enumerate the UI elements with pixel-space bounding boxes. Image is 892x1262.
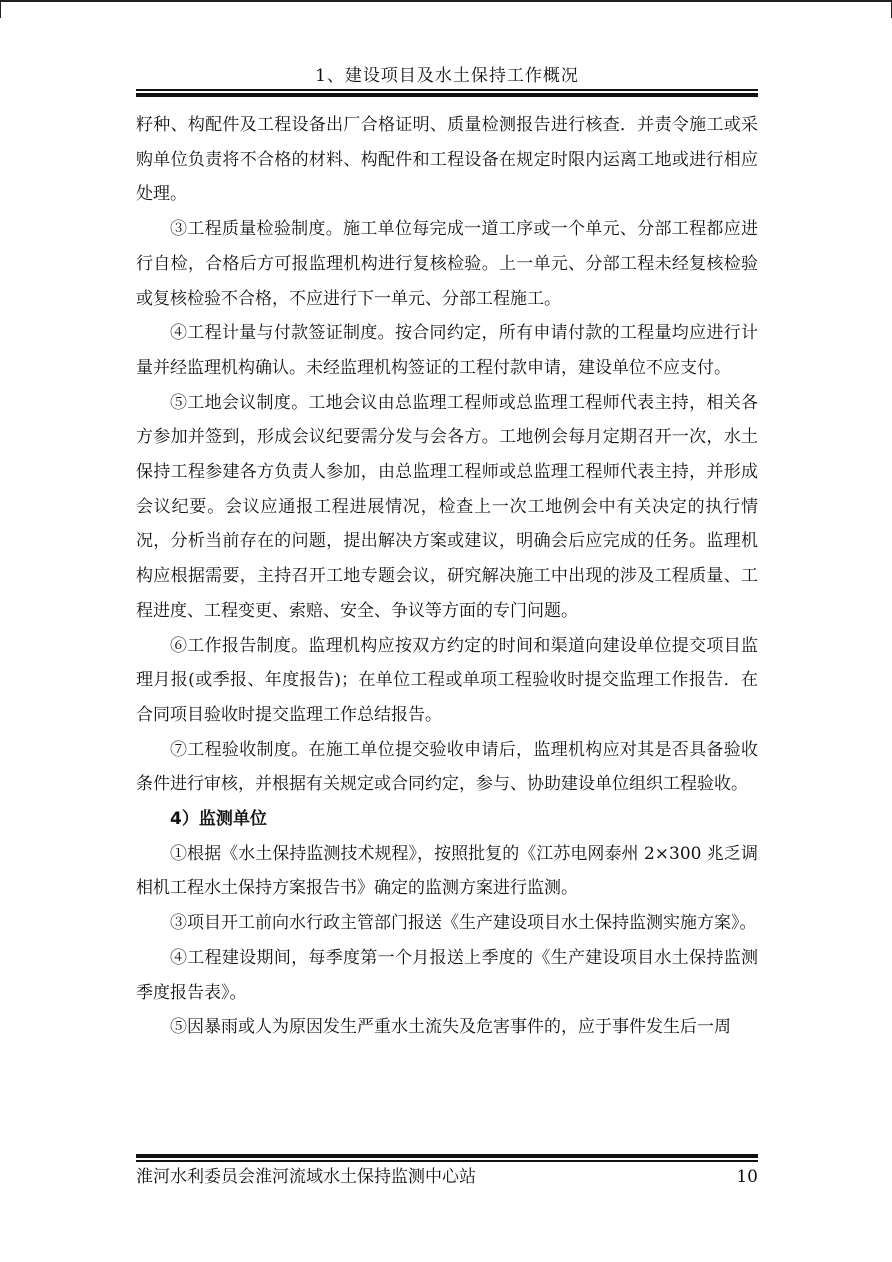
paragraph-site-meeting: ⑤工地会议制度。工地会议由总监理工程师或总监理工程师代表主持，相关各方参加并签到，形成会议纪要需分发与会各方。工地例会每月定期召开一次，水土保持工程参建各方负责人参加，由总监理工程师或总监理工程师代表主持，并形成会议纪要。会议应通报工程进展情况，检查上一次工地例会中有关决定的执行情况，分析当前存在的问题，提出解决方案或建议，明确会后应完成的任务。监理机构应根据需要，主持召开工地专题会议，研究解决施工中出现的涉及工程质量、工程进度、工程变更、索赔、安全、争议等方面的专门问题。 xyxy=(136,392,758,621)
paragraph-quarterly-report: ④工程建设期间，每季度第一个月报送上季度的《生产建设项目水土保持监测季度报告表》。 xyxy=(136,947,758,1003)
page-frame-left-edge xyxy=(0,0,1,18)
footer-organization: 淮河水利委员会淮河流域水土保持监测中心站 xyxy=(136,1167,476,1187)
footer-rule-thick xyxy=(136,1154,758,1158)
header-rule-thick xyxy=(136,93,758,97)
page-number: 10 xyxy=(736,1167,758,1187)
section-heading-monitoring-unit: 4）监测单位 xyxy=(170,809,267,830)
footer-rule-thin xyxy=(136,1160,758,1162)
paragraph-monitoring-plan: ①根据《水土保持监测技术规程》，按照批复的《江苏电网泰州 2×300 兆乏调相机工程水土保持方案报告书》确定的监测方案进行监测。 xyxy=(136,843,758,899)
running-header-title: 1、建设项目及水土保持工作概况 xyxy=(315,66,579,86)
paragraph-quality-inspection: ③工程质量检验制度。施工单位每完成一道工序或一个单元、分部工程都应进行自检，合格后方可报监理机构进行复核检验。上一单元、分部工程未经复核检验或复核检验不合格，不应进行下一单元、分部工程施工。 xyxy=(136,219,758,309)
document-body xyxy=(136,108,758,1045)
header-rule-thin xyxy=(136,89,758,91)
page-frame-top-edge xyxy=(0,0,892,2)
paragraph-incident-report: ⑤因暴雨或人为原因发生严重水土流失及危害事件的，应于事件发生后一周 xyxy=(170,1017,731,1038)
paragraph-continuation: 籽种、构配件及工程设备出厂合格证明、质量检测报告进行核查．并责令施工或采购单位负责将不合格的材料、构配件和工程设备在规定时限内运离工地或进行相应处理。 xyxy=(136,115,758,205)
paragraph-metering-payment: ④工程计量与付款签证制度。按合同约定，所有申请付款的工程量均应进行计量并经监理机构确认。未经监理机构签证的工程付款申请，建设单位不应支付。 xyxy=(136,323,758,378)
paragraph-work-report: ⑥工作报告制度。监理机构应按双方约定的时间和渠道向建设单位提交项目监理月报(或季报、年度报告)；在单位工程或单项工程验收时提交监理工作报告．在合同项目验收时提交监理工作总结报告。 xyxy=(136,635,758,725)
paragraph-acceptance: ⑦工程验收制度。在施工单位提交验收申请后，监理机构应对其是否具备验收条件进行审核，并根据有关规定或合同约定，参与、协助建设单位组织工程验收。 xyxy=(136,739,758,795)
paragraph-implementation-plan: ③项目开工前向水行政主管部门报送《生产建设项目水土保持监测实施方案》。 xyxy=(170,913,757,934)
